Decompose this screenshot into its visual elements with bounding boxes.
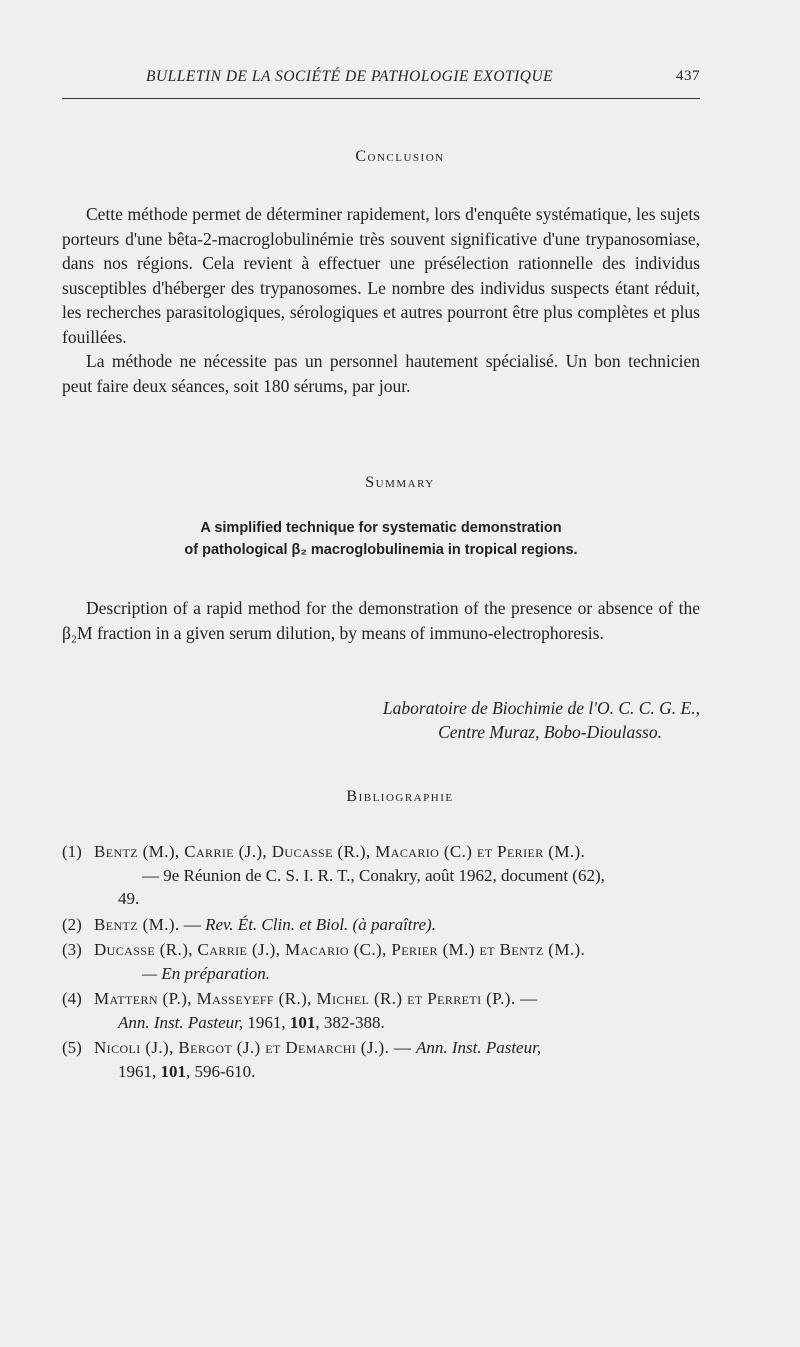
conclusion-paragraph-1: Cette méthode permet de déterminer rapidement, lors d'enquête systématique, les sujets porteurs d'une bêta-2-macroglobulinémie très souvent significative d'une trypanosomiase, dans nos régions. Cela revient à effectuer une présélection rationnelle des individus susceptibles d'héberger des trypanosomes. Le nombre des individus suspects étant réduit, les recherches parasitologiques, sérologiques et autres pourront être plus complètes et plus fouillées. [62,204,700,347]
reference-source: — 9e Réunion de C. S. I. R. T., Conakry, août 1962, document (62), [142,865,605,885]
reference-number: (5) [62,1038,82,1057]
conclusion-paragraph-2: La méthode ne nécessite pas un personnel hautement spécialisé. Un bon technicien peut faire deux séances, soit 180 sérums, par jour. [62,351,700,396]
reference-3 [62,938,702,985]
reference-source-cont: 49. [118,889,140,908]
summary-heading-line-1: A simplified technique for systematic demonstration [200,520,562,536]
reference-volume: 101 [289,1012,316,1032]
reference-authors: Mattern (P.), Masseyeff (R.), Michel (R.) et Perreti (P.). — [94,989,538,1008]
reference-authors: Bentz (M.), Carrie (J.), Ducasse (R.), Macario (C.) et Perier (M.). [94,842,586,861]
page-number: 437 [676,68,700,84]
summary-body [62,596,700,645]
reference-pages: , 382-388. [315,1012,385,1032]
summary-heading [62,517,700,561]
summary-heading-line-2: of pathological β₂ macroglobulinemia in tropical regions. [184,542,578,558]
reference-4 [62,987,702,1034]
reference-number: (4) [62,989,82,1008]
affiliation [383,696,700,744]
reference-dash: — [179,914,206,934]
reference-journal: Ann. Inst. Pasteur, [118,1012,244,1032]
reference-year: 1961, [243,1012,290,1032]
reference-authors: Nicoli (J.), Bergot (J.) et Demarchi (J.). — [94,1038,416,1057]
summary-paragraph: Description of a rapid method for the demonstration of the presence or absence of the β₂M fraction in a given serum dilution, by means of immuno-electrophoresis. [62,598,700,643]
reference-authors: Bentz (M.). [94,914,180,934]
reference-number: (3) [62,940,82,959]
affiliation-line-2: Centre Muraz, Bobo-Dioulasso. [438,722,662,742]
reference-1 [62,840,702,911]
summary-title: Summary [365,474,435,491]
affiliation-line-1: Laboratoire de Biochimie de l'O. C. C. G. E., [382,698,700,718]
bibliography-title: Bibliographie [346,788,454,805]
reference-authors: Ducasse (R.), Carrie (J.), Macario (C.), Perier (M.) et Bentz (M.). [94,940,586,959]
reference-number: (1) [62,842,82,861]
reference-volume: 101 [160,1061,186,1081]
reference-pages: , 596-610. [186,1061,256,1081]
conclusion-body [62,202,700,398]
reference-source: — En préparation. [142,963,270,983]
journal-title: BULLETIN DE LA SOCIÉTÉ DE PATHOLOGIE EXOTIQUE [146,68,554,85]
bibliography-list [62,840,702,1085]
reference-journal: Ann. Inst. Pasteur, [415,1038,542,1057]
reference-number: (2) [62,914,82,934]
reference-2 [62,913,702,937]
reference-source: Rev. Ét. Clin. et Biol. (à paraître). [205,914,436,934]
reference-5 [62,1036,702,1083]
header-rule [62,98,700,99]
conclusion-title: Conclusion [355,148,445,165]
reference-year: 1961, [118,1061,161,1081]
